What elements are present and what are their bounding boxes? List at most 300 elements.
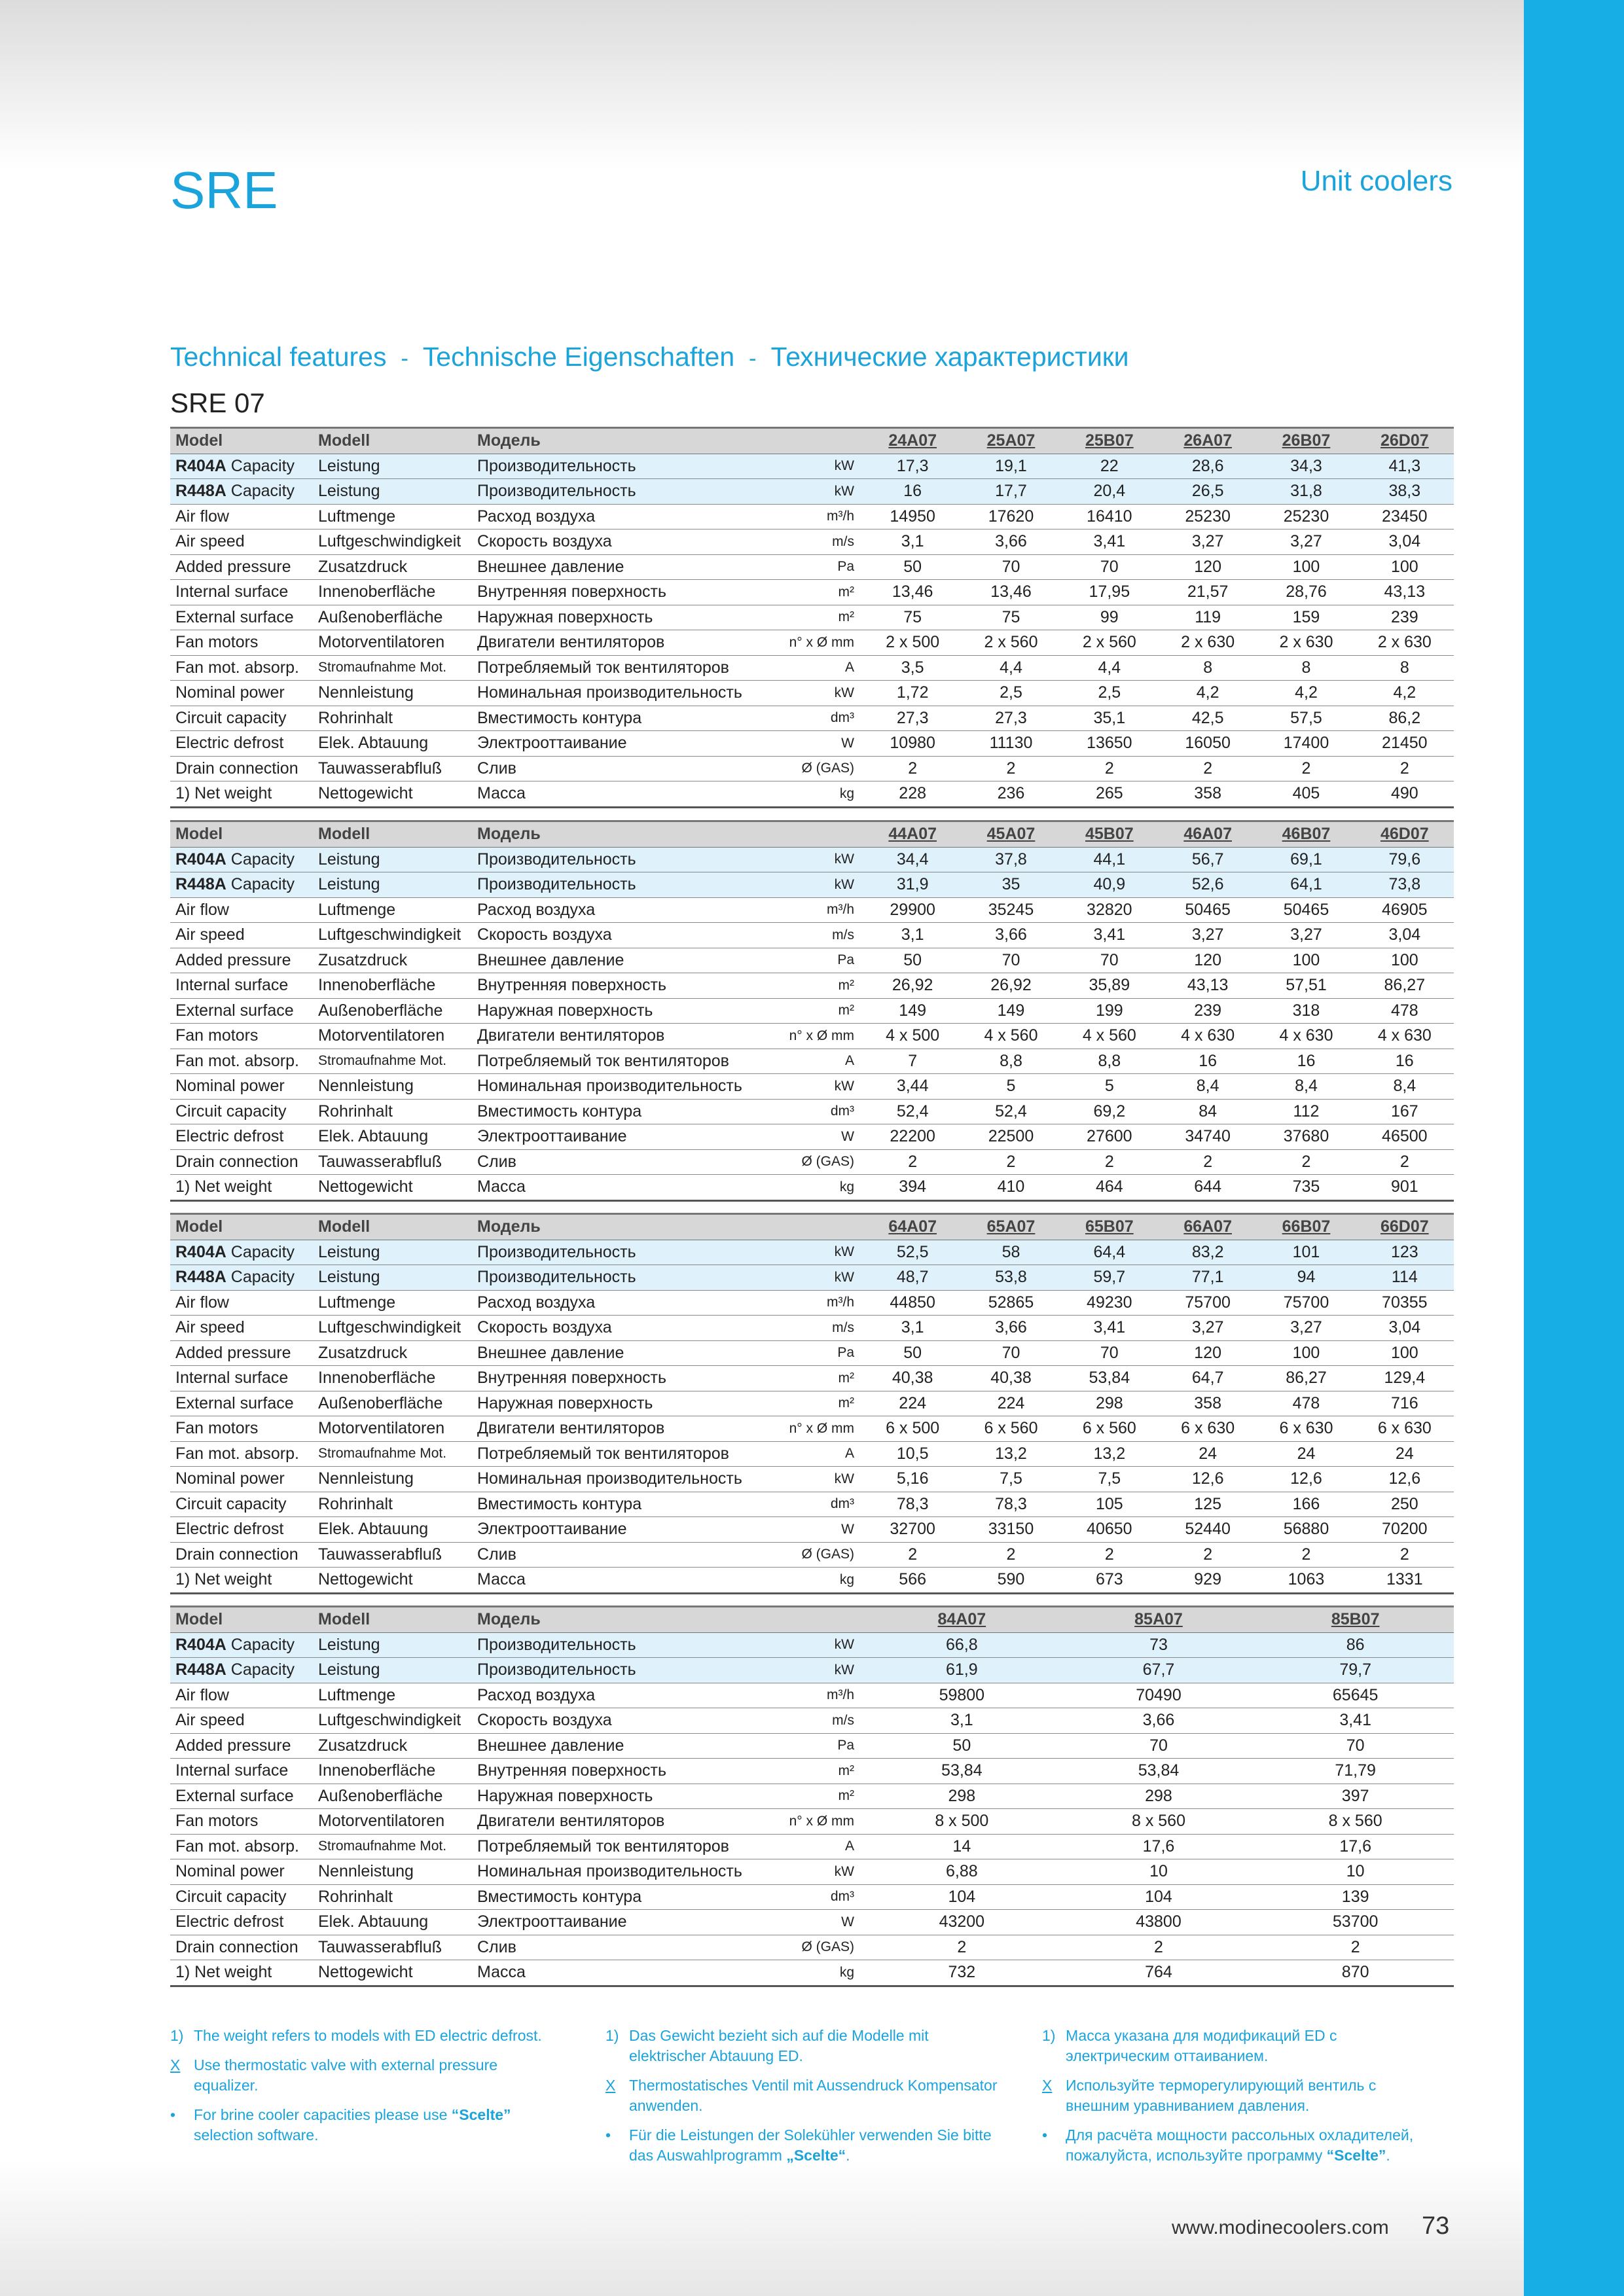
value-cell: 8 x 500	[863, 1809, 1060, 1835]
footnote-text: Для расчёта мощности рассольных охладителей, пожалуйста, используйте программу	[1066, 2126, 1414, 2164]
row-label-text: 1) Net weight	[175, 784, 272, 803]
side-accent-bar	[1524, 0, 1624, 2296]
row-label-ru: Производительность	[472, 1632, 780, 1658]
unit-cell: dm³	[780, 706, 863, 731]
row-label-en	[170, 428, 313, 454]
value-cell: 673	[1060, 1568, 1159, 1594]
row-label-de: Nennleistung	[313, 1467, 472, 1492]
row-label-de: Tauwasserabfluß	[313, 1542, 472, 1568]
value-cell: 23450	[1356, 504, 1454, 529]
row-label-ru: Двигатели вентиляторов	[472, 630, 780, 656]
value-cell: 70	[1060, 1340, 1159, 1366]
value-cell: 71,79	[1257, 1759, 1454, 1784]
row-label-en	[170, 1809, 313, 1835]
value-cell: 112	[1257, 1099, 1355, 1124]
value-cell: 26,92	[962, 973, 1060, 999]
unit-cell: kg	[780, 1175, 863, 1201]
footnote-text: Für die Leistungen der Solekühler verwenden Sie bitte das Auswahlprogramm	[629, 2126, 992, 2164]
row-label-en	[170, 973, 313, 999]
value-cell: 2 x 560	[962, 630, 1060, 656]
table-row	[170, 1340, 1454, 1366]
table-row	[170, 1149, 1454, 1175]
table-row	[170, 479, 1454, 505]
table-row	[170, 1441, 1454, 1467]
value-cell: 129,4	[1356, 1366, 1454, 1391]
row-label-de: Außenoberfläche	[313, 1784, 472, 1809]
value-cell: 100	[1257, 554, 1355, 580]
row-label-text: Drain connection	[175, 1545, 298, 1564]
value-cell: 13,46	[962, 580, 1060, 605]
unit-cell: dm³	[780, 1492, 863, 1517]
row-label-text: Model	[175, 1217, 223, 1236]
unit-cell	[780, 821, 863, 848]
row-label-en	[170, 1441, 313, 1467]
value-cell: 2	[1257, 1149, 1355, 1175]
model-header: 25A07	[962, 428, 1060, 454]
row-label-ru: Внутренняя поверхность	[472, 1759, 780, 1784]
value-cell: 8	[1257, 655, 1355, 681]
value-cell: 358	[1159, 781, 1257, 808]
value-cell: 4,2	[1159, 681, 1257, 706]
row-label-text: Drain connection	[175, 1152, 298, 1171]
row-label-de: Luftgeschwindigkeit	[313, 1708, 472, 1734]
row-label-ru: Внешнее давление	[472, 554, 780, 580]
table-row	[170, 973, 1454, 999]
value-cell: 120	[1159, 1340, 1257, 1366]
value-cell: 114	[1356, 1265, 1454, 1291]
row-label-text: Added pressure	[175, 950, 291, 969]
row-label-text: External surface	[175, 1786, 294, 1805]
value-cell: 70	[1060, 1733, 1257, 1759]
table-row	[170, 1568, 1454, 1594]
row-label-ru: Производительность	[472, 1658, 780, 1683]
model-header: 45A07	[962, 821, 1060, 848]
table-header-row	[170, 821, 1454, 848]
row-label-ru: Двигатели вентиляторов	[472, 1416, 780, 1442]
title-en: Technical features	[170, 342, 387, 372]
value-cell: 478	[1356, 998, 1454, 1024]
table-header-row	[170, 1214, 1454, 1240]
row-label-de: Innenoberfläche	[313, 580, 472, 605]
row-label-ru: Расход воздуха	[472, 1683, 780, 1708]
table-row	[170, 1960, 1454, 1986]
value-cell: 4 x 630	[1159, 1024, 1257, 1049]
software-name: “Scelte”	[451, 2106, 511, 2123]
value-cell: 53,8	[962, 1265, 1060, 1291]
row-label-text: Air speed	[175, 532, 245, 551]
unit-cell: W	[780, 1124, 863, 1150]
value-cell: 64,1	[1257, 872, 1355, 898]
row-label-text: Nominal power	[175, 1862, 285, 1881]
row-label-ru: Внешнее давление	[472, 1340, 780, 1366]
unit-cell: kW	[780, 479, 863, 505]
table-row	[170, 923, 1454, 948]
value-cell: 105	[1060, 1492, 1159, 1517]
table-row	[170, 1366, 1454, 1391]
value-cell: 70	[1060, 554, 1159, 580]
value-cell: 2	[962, 1542, 1060, 1568]
row-label-ru: Внутренняя поверхность	[472, 1366, 780, 1391]
row-label-de: Stromaufnahme Mot.	[313, 655, 472, 681]
footnote	[170, 2055, 563, 2096]
value-cell: 86,27	[1356, 973, 1454, 999]
row-label-text: Air speed	[175, 925, 245, 944]
table-row	[170, 454, 1454, 479]
value-cell: 119	[1159, 605, 1257, 630]
unit-cell: kW	[780, 1859, 863, 1885]
value-cell: 10,5	[863, 1441, 962, 1467]
value-cell: 239	[1356, 605, 1454, 630]
value-cell: 239	[1159, 998, 1257, 1024]
table-row	[170, 1265, 1454, 1291]
unit-cell: kW	[780, 1074, 863, 1100]
unit-cell: m²	[780, 580, 863, 605]
value-cell: 73	[1060, 1632, 1257, 1658]
value-cell: 298	[1060, 1784, 1257, 1809]
value-cell: 228	[863, 781, 962, 808]
row-label-en	[170, 1784, 313, 1809]
value-cell: 4 x 630	[1257, 1024, 1355, 1049]
row-label-de: Leistung	[313, 1240, 472, 1265]
refrigerant-name: R448A	[175, 875, 226, 894]
row-label-en	[170, 479, 313, 505]
value-cell: 4,4	[962, 655, 1060, 681]
title-separator: -	[749, 346, 757, 371]
value-cell: 14950	[863, 504, 962, 529]
row-label-ru: Электрооттаивание	[472, 1910, 780, 1935]
row-label-ru: Наружная поверхность	[472, 605, 780, 630]
row-label-ru: Потребляемый ток вентиляторов	[472, 1049, 780, 1074]
row-label-en	[170, 630, 313, 656]
value-cell: 12,6	[1159, 1467, 1257, 1492]
value-cell: 2	[863, 756, 962, 781]
value-cell: 43200	[863, 1910, 1060, 1935]
value-cell: 34740	[1159, 1124, 1257, 1150]
value-cell: 125	[1159, 1492, 1257, 1517]
footnote-marker: •	[1042, 2126, 1048, 2144]
series-title: SRE 07	[170, 387, 265, 418]
value-cell: 566	[863, 1568, 962, 1594]
row-label-en	[170, 1391, 313, 1416]
row-label-de: Rohrinhalt	[313, 1099, 472, 1124]
row-label-ru: Расход воздуха	[472, 504, 780, 529]
value-cell: 69,1	[1257, 847, 1355, 872]
title-ru: Технические характеристики	[770, 342, 1129, 372]
table-row	[170, 1240, 1454, 1265]
value-cell: 35	[962, 872, 1060, 898]
value-cell: 590	[962, 1568, 1060, 1594]
row-label-en	[170, 504, 313, 529]
table-row	[170, 1784, 1454, 1809]
unit-cell: kW	[780, 1632, 863, 1658]
table-row	[170, 1683, 1454, 1708]
model-header: 84A07	[863, 1607, 1060, 1633]
row-label-de: Tauwasserabfluß	[313, 1149, 472, 1175]
footnote-text-tail: .	[1386, 2147, 1390, 2164]
model-header: 66A07	[1159, 1214, 1257, 1240]
footnote-text-tail: selection software.	[194, 2126, 319, 2144]
value-cell: 3,66	[962, 923, 1060, 948]
software-name: „Scelte“	[786, 2147, 846, 2164]
row-label-en	[170, 731, 313, 757]
row-label-de: Stromaufnahme Mot.	[313, 1441, 472, 1467]
unit-cell: Ø (GAS)	[780, 756, 863, 781]
row-label-ru: Потребляемый ток вентиляторов	[472, 655, 780, 681]
value-cell: 52,4	[863, 1099, 962, 1124]
row-label-ru: Расход воздуха	[472, 1290, 780, 1316]
value-cell: 46500	[1356, 1124, 1454, 1150]
row-label-ru: Номинальная производительность	[472, 1859, 780, 1885]
section-title	[170, 342, 1129, 372]
model-header: 26A07	[1159, 428, 1257, 454]
value-cell: 53,84	[1060, 1759, 1257, 1784]
value-cell: 2	[1257, 756, 1355, 781]
value-cell: 69,2	[1060, 1099, 1159, 1124]
table-row	[170, 1708, 1454, 1734]
spec-table-3	[170, 1213, 1454, 1594]
row-label-ru: Модель	[472, 428, 780, 454]
value-cell: 6 x 560	[1060, 1416, 1159, 1442]
row-label-ru: Производительность	[472, 1240, 780, 1265]
unit-cell: m²	[780, 605, 863, 630]
value-cell: 75700	[1159, 1290, 1257, 1316]
row-label-ru: Внешнее давление	[472, 1733, 780, 1759]
value-cell: 2,5	[962, 681, 1060, 706]
value-cell: 17,6	[1257, 1834, 1454, 1859]
value-cell: 5	[1060, 1074, 1159, 1100]
value-cell: 3,27	[1159, 923, 1257, 948]
unit-cell: W	[780, 1910, 863, 1935]
row-label-text: Fan mot. absorp.	[175, 1051, 299, 1070]
row-label-text: Nominal power	[175, 1077, 285, 1096]
row-label-text: Capacity	[226, 875, 295, 894]
value-cell: 3,41	[1060, 529, 1159, 555]
row-label-ru: Внутренняя поверхность	[472, 973, 780, 999]
row-label-en	[170, 454, 313, 479]
value-cell: 139	[1257, 1884, 1454, 1910]
value-cell: 3,04	[1356, 529, 1454, 555]
table-row	[170, 630, 1454, 656]
value-cell: 10	[1060, 1859, 1257, 1885]
value-cell: 4,2	[1356, 681, 1454, 706]
value-cell: 2	[863, 1935, 1060, 1960]
value-cell: 1063	[1257, 1568, 1355, 1594]
value-cell: 4 x 560	[962, 1024, 1060, 1049]
value-cell: 464	[1060, 1175, 1159, 1201]
unit-cell: kW	[780, 1467, 863, 1492]
row-label-text: External surface	[175, 607, 294, 626]
value-cell: 78,3	[863, 1492, 962, 1517]
value-cell: 21,57	[1159, 580, 1257, 605]
row-label-ru: Внешнее давление	[472, 948, 780, 973]
value-cell: 870	[1257, 1960, 1454, 1986]
row-label-de: Modell	[313, 1214, 472, 1240]
table-row	[170, 1290, 1454, 1316]
row-label-en	[170, 1240, 313, 1265]
row-label-en	[170, 1416, 313, 1442]
value-cell: 43,13	[1159, 973, 1257, 999]
table-header-row	[170, 428, 1454, 454]
value-cell: 1331	[1356, 1568, 1454, 1594]
value-cell: 394	[863, 1175, 962, 1201]
table-row	[170, 655, 1454, 681]
row-label-ru: Двигатели вентиляторов	[472, 1809, 780, 1835]
row-label-text: Air speed	[175, 1711, 245, 1730]
row-label-text: Electric defrost	[175, 734, 284, 753]
value-cell: 3,27	[1159, 529, 1257, 555]
row-label-text: Capacity	[226, 1635, 295, 1654]
unit-cell: m/s	[780, 1316, 863, 1341]
row-label-ru: Слив	[472, 1935, 780, 1960]
value-cell: 12,6	[1356, 1467, 1454, 1492]
unit-cell: m/s	[780, 923, 863, 948]
table-row	[170, 998, 1454, 1024]
value-cell: 70	[962, 948, 1060, 973]
value-cell: 3,41	[1060, 923, 1159, 948]
refrigerant-name: R448A	[175, 482, 226, 501]
value-cell: 52865	[962, 1290, 1060, 1316]
value-cell: 159	[1257, 605, 1355, 630]
row-label-text: Internal surface	[175, 1369, 289, 1388]
table-row	[170, 1024, 1454, 1049]
footnote-marker: X	[605, 2077, 616, 2094]
value-cell: 84	[1159, 1099, 1257, 1124]
value-cell: 17,7	[962, 479, 1060, 505]
footnote-text: Используйте терморегулирующий вентиль с внешним уравниванием давления.	[1066, 2077, 1377, 2114]
value-cell: 3,5	[863, 655, 962, 681]
row-label-ru: Двигатели вентиляторов	[472, 1024, 780, 1049]
row-label-de: Motorventilatoren	[313, 1416, 472, 1442]
value-cell: 2	[863, 1149, 962, 1175]
row-label-de: Leistung	[313, 872, 472, 898]
unit-cell: dm³	[780, 1884, 863, 1910]
value-cell: 43800	[1060, 1910, 1257, 1935]
value-cell: 10980	[863, 731, 962, 757]
unit-cell: m²	[780, 1391, 863, 1416]
value-cell: 3,66	[962, 529, 1060, 555]
table-row	[170, 1316, 1454, 1341]
row-label-en	[170, 1366, 313, 1391]
value-cell: 100	[1356, 948, 1454, 973]
value-cell: 73,8	[1356, 872, 1454, 898]
value-cell: 410	[962, 1175, 1060, 1201]
model-header: 66D07	[1356, 1214, 1454, 1240]
row-label-text: 1) Net weight	[175, 1963, 272, 1982]
table-row	[170, 1542, 1454, 1568]
row-label-en	[170, 998, 313, 1024]
unit-cell: A	[780, 1441, 863, 1467]
row-label-ru: Модель	[472, 1214, 780, 1240]
table-row	[170, 1809, 1454, 1835]
value-cell: 56,7	[1159, 847, 1257, 872]
value-cell: 17,3	[863, 454, 962, 479]
value-cell: 2	[863, 1542, 962, 1568]
row-label-en	[170, 1149, 313, 1175]
value-cell: 64,4	[1060, 1240, 1159, 1265]
value-cell: 5	[962, 1074, 1060, 1100]
row-label-ru: Наружная поверхность	[472, 1391, 780, 1416]
row-label-de: Außenoberfläche	[313, 605, 472, 630]
software-name: “Scelte”	[1326, 2147, 1386, 2164]
row-label-en	[170, 1175, 313, 1201]
model-header: 46A07	[1159, 821, 1257, 848]
row-label-text: 1) Net weight	[175, 1570, 272, 1589]
row-label-de: Rohrinhalt	[313, 1492, 472, 1517]
value-cell: 2	[962, 1149, 1060, 1175]
value-cell: 2	[1356, 1149, 1454, 1175]
value-cell: 3,27	[1257, 529, 1355, 555]
value-cell: 99	[1060, 605, 1159, 630]
table-row	[170, 1632, 1454, 1658]
value-cell: 86,27	[1257, 1366, 1355, 1391]
row-label-ru: Номинальная производительность	[472, 1467, 780, 1492]
footnote-marker: 1)	[605, 2027, 619, 2044]
value-cell: 2 x 630	[1356, 630, 1454, 656]
table-row	[170, 1416, 1454, 1442]
row-label-ru: Слив	[472, 1542, 780, 1568]
footnote	[605, 2026, 998, 2066]
unit-cell: n° x Ø mm	[780, 1809, 863, 1835]
value-cell: 27600	[1060, 1124, 1159, 1150]
row-label-ru: Производительность	[472, 1265, 780, 1291]
value-cell: 3,66	[962, 1316, 1060, 1341]
value-cell: 86,2	[1356, 706, 1454, 731]
value-cell: 2 x 500	[863, 630, 962, 656]
value-cell: 13,2	[962, 1441, 1060, 1467]
row-label-text: Fan mot. absorp.	[175, 1444, 299, 1463]
row-label-ru: Расход воздуха	[472, 897, 780, 923]
value-cell: 52,6	[1159, 872, 1257, 898]
value-cell: 3,1	[863, 1708, 1060, 1734]
value-cell: 61,9	[863, 1658, 1060, 1683]
row-label-ru: Скорость воздуха	[472, 1316, 780, 1341]
row-label-en	[170, 655, 313, 681]
row-label-text: Circuit capacity	[175, 1102, 287, 1121]
value-cell: 79,7	[1257, 1658, 1454, 1683]
model-header: 66B07	[1257, 1214, 1355, 1240]
row-label-de: Leistung	[313, 1658, 472, 1683]
value-cell: 3,41	[1060, 1316, 1159, 1341]
spec-table-1	[170, 427, 1454, 808]
row-label-ru: Скорость воздуха	[472, 529, 780, 555]
value-cell: 46905	[1356, 897, 1454, 923]
row-label-en	[170, 1340, 313, 1366]
row-label-text: Fan motors	[175, 1419, 259, 1438]
title-de: Technische Eigenschaften	[422, 342, 735, 372]
row-label-de: Stromaufnahme Mot.	[313, 1834, 472, 1859]
value-cell: 52,4	[962, 1099, 1060, 1124]
table-row	[170, 781, 1454, 808]
row-label-en	[170, 1316, 313, 1341]
footnote-text: Das Gewicht bezieht sich auf die Modelle mit elektrischer Abtauung ED.	[629, 2027, 929, 2064]
value-cell: 28,76	[1257, 580, 1355, 605]
value-cell: 16	[1257, 1049, 1355, 1074]
row-label-de: Zusatzdruck	[313, 948, 472, 973]
value-cell: 8,4	[1159, 1074, 1257, 1100]
value-cell: 16	[1159, 1049, 1257, 1074]
row-label-de: Elek. Abtauung	[313, 1124, 472, 1150]
value-cell: 25230	[1159, 504, 1257, 529]
row-label-text: Capacity	[226, 482, 295, 501]
footnote-text-tail: .	[846, 2147, 850, 2164]
value-cell: 57,51	[1257, 973, 1355, 999]
value-cell: 75	[863, 605, 962, 630]
value-cell: 6 x 560	[962, 1416, 1060, 1442]
unit-cell: A	[780, 1834, 863, 1859]
row-label-ru: Наружная поверхность	[472, 1784, 780, 1809]
row-label-ru: Вместимость контура	[472, 706, 780, 731]
row-label-de: Nennleistung	[313, 681, 472, 706]
